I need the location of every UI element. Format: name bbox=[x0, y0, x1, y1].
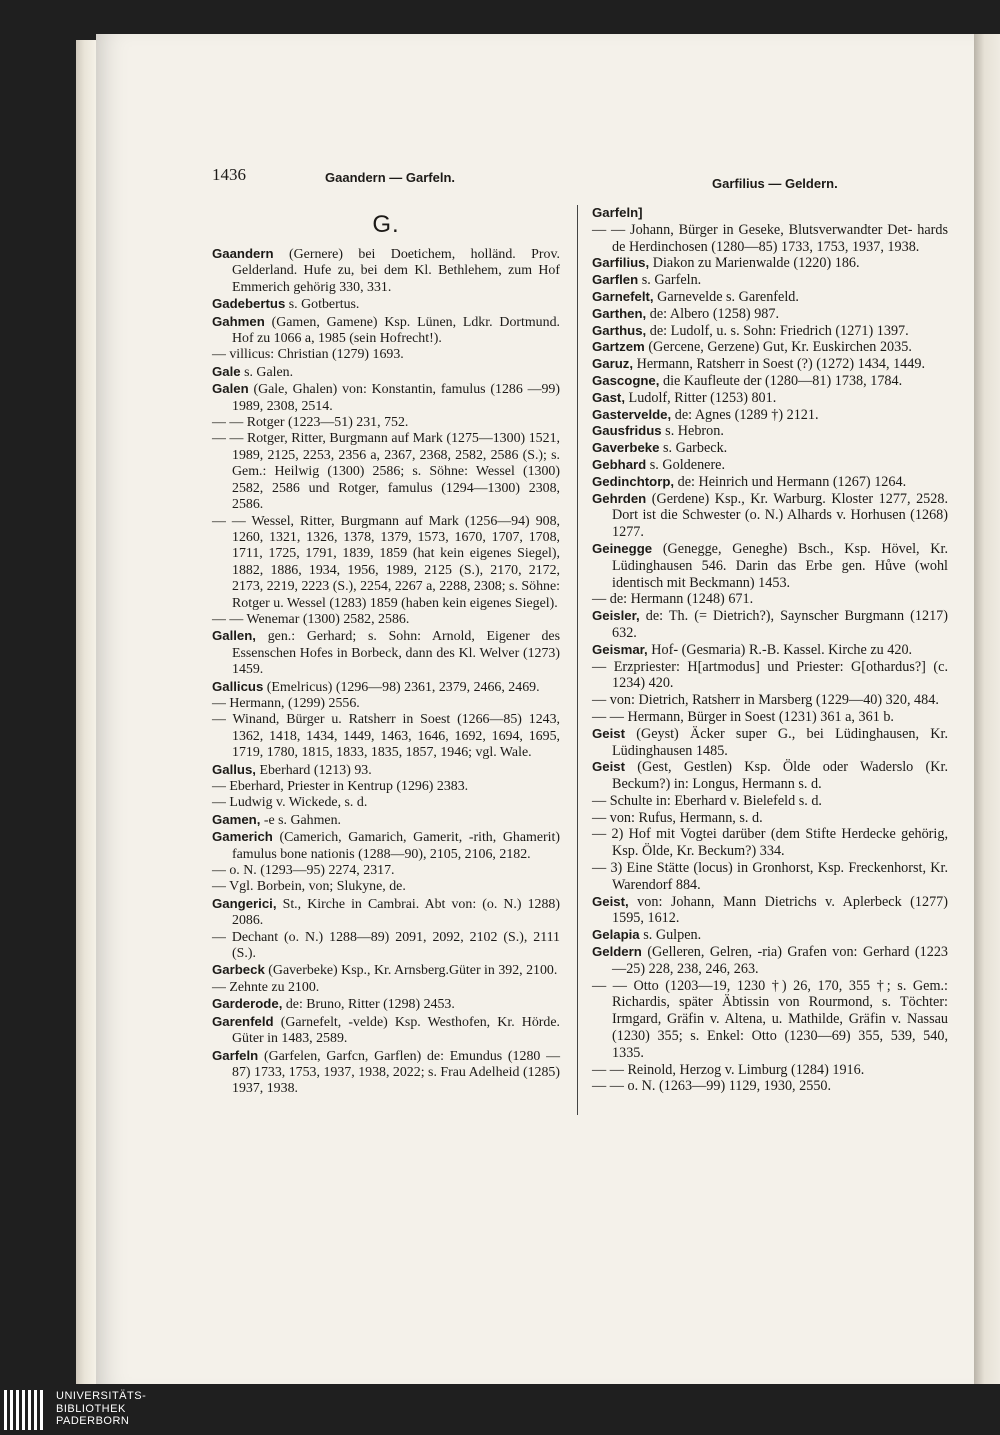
entry-headword: Gaverbeke bbox=[592, 440, 660, 456]
entry-text: (Genegge, Geneghe) Bsch., Ksp. Hövel, Kr. Lüdinghausen 546. Darin das Erbe gen. Hůve (wohl identisch mit Beckmann) 1453. bbox=[612, 540, 949, 591]
index-entry bbox=[592, 491, 948, 541]
index-entry bbox=[592, 222, 948, 256]
logo-bar bbox=[4, 1390, 7, 1430]
logo-bar bbox=[28, 1390, 31, 1430]
entry-text: Hermann, Ratsherr in Soest (?) (1272) 1434, 1449. bbox=[636, 356, 926, 373]
entry-text: — Eberhard, Priester in Kentrup (1296) 2383. bbox=[212, 779, 469, 794]
entry-text: — — Rotger (1223—51) 231, 752. bbox=[212, 415, 409, 431]
index-entry bbox=[592, 810, 948, 827]
index-entry bbox=[592, 272, 948, 289]
index-entry bbox=[592, 423, 948, 440]
entry-headword: Gartzem bbox=[592, 339, 645, 355]
entry-text: — Vgl. Borbein, von; Slukyne, de. bbox=[212, 879, 406, 895]
left-column bbox=[212, 210, 560, 1098]
index-entry bbox=[592, 440, 948, 457]
index-entry bbox=[212, 246, 560, 296]
library-logo-icon bbox=[4, 1390, 48, 1430]
entry-text: de: Ludolf, u. s. Sohn: Friedrich (1271) 1397. bbox=[649, 322, 909, 339]
entry-headword: Garenfeld bbox=[212, 1013, 274, 1029]
entry-text: — — Johann, Bürger in Geseke, Blutsverwandter Det- hards de Herdinchosen (1280—85) 1733, 1753, 1937, 1938. bbox=[592, 221, 948, 255]
entry-text: s. Galen. bbox=[244, 364, 294, 380]
entry-headword: Geist, bbox=[592, 893, 629, 909]
left-running-head: Gaandern — Garfeln. bbox=[325, 170, 456, 185]
entry-text: gen.: Gerhard; s. Sohn: Arnold, Eigener des Essenschen Hofes in Borbeck, dann des Kl. Welver (1273) 1459. bbox=[232, 629, 560, 678]
right-running-head: Garfilius — Geldern. bbox=[712, 176, 838, 191]
entry-headword: Geist bbox=[592, 725, 625, 741]
entry-text: — — Rotger, Ritter, Burgmann auf Mark (1275—1300) 1521, 1989, 2125, 2253, 2356 a, 2367, 2368, 2582, 2586 (S.); s. Gem.: Heilwig (1300) 2586; s. Söhne: Wessel (1300) 2582, 2586 und Rotger, famulus (1294—1300) 2308, 2586. bbox=[212, 431, 560, 513]
entry-headword: Garflen bbox=[592, 272, 639, 288]
index-entry bbox=[592, 927, 948, 944]
index-entry bbox=[212, 795, 560, 811]
entry-text: de: Th. (= Dietrich?), Saynscher Burgmann (1217) 632. bbox=[612, 608, 948, 641]
index-entry bbox=[592, 591, 948, 608]
entry-text: s. Gulpen. bbox=[643, 927, 702, 944]
index-entry bbox=[212, 712, 560, 761]
entry-text: Ludolf, Ritter (1253) 801. bbox=[628, 389, 777, 406]
index-entry bbox=[592, 608, 948, 642]
entry-text: — o. N. (1293—95) 2274, 2317. bbox=[212, 863, 395, 879]
logo-bar bbox=[34, 1390, 37, 1430]
section-letter: G. bbox=[372, 211, 400, 238]
index-entry bbox=[212, 779, 560, 795]
entry-headword: Gaandern bbox=[212, 246, 274, 261]
index-entry bbox=[592, 407, 948, 424]
next-page-edge bbox=[974, 34, 1000, 1390]
entry-text: (Gerdene) Ksp., Kr. Warburg. Kloster 1277, 2528. Dort ist die Schwester (o. N.) Alhards v. Horhusen (1268) 1277. bbox=[612, 490, 948, 541]
entry-text: (Emelricus) (1296—98) 2361, 2379, 2466, 2469. bbox=[266, 679, 540, 695]
index-entry bbox=[212, 296, 560, 313]
index-entry bbox=[592, 642, 948, 659]
entry-headword: Geinegge bbox=[592, 540, 653, 556]
index-entry bbox=[592, 1078, 948, 1095]
logo-bar bbox=[40, 1390, 43, 1430]
entry-text: (Camerich, Gamarich, Gamerit, -rith, Ghamerit) famulus bone nationis (1288—90), 2105, 2106, 2182. bbox=[232, 830, 560, 862]
index-entry bbox=[212, 762, 560, 779]
index-entry bbox=[592, 944, 948, 978]
right-entry-list bbox=[592, 205, 948, 1095]
entry-text: (Gamen, Gamene) Ksp. Lünen, Ldkr. Dortmund. Hof zu 1066 a, 1985 (sein Hofrecht!). bbox=[232, 314, 560, 347]
entry-text: s. Garbeck. bbox=[663, 440, 728, 457]
entry-text: — von: Dietrich, Ratsherr in Marsberg (1229—40) 320, 484. bbox=[592, 692, 939, 709]
index-entry bbox=[592, 373, 948, 390]
entry-headword: Gallus, bbox=[212, 761, 256, 777]
entry-text: s. Garfeln. bbox=[641, 272, 702, 289]
index-entry bbox=[592, 726, 948, 760]
entry-text: — — Hermann, Bürger in Soest (1231) 361 a, 361 b. bbox=[592, 708, 894, 725]
index-entry bbox=[212, 812, 560, 829]
entry-text: — — Wenemar (1300) 2582, 2586. bbox=[212, 611, 410, 627]
entry-text: s. Gotbertus. bbox=[288, 297, 360, 313]
entry-text: — 2) Hof mit Vogtei darüber (dem Stifte Herdecke gehörig, Ksp. Ölde, Kr. Beckum?) 334. bbox=[592, 826, 948, 860]
entry-text: de: Albero (1258) 987. bbox=[649, 305, 780, 322]
index-entry bbox=[212, 829, 560, 863]
index-entry bbox=[592, 692, 948, 709]
entry-text: (Gaverbeke) Ksp., Kr. Arnsberg.Güter in 392, 2100. bbox=[268, 963, 558, 979]
column-divider bbox=[577, 205, 578, 1115]
index-entry bbox=[212, 364, 560, 381]
entry-text: Eberhard (1213) 93. bbox=[259, 762, 372, 778]
entry-headword: Gallicus bbox=[212, 678, 264, 694]
index-entry bbox=[212, 612, 560, 628]
entry-text: — Ludwig v. Wickede, s. d. bbox=[212, 795, 368, 811]
entry-headword: Gamerich bbox=[212, 829, 273, 845]
entry-text: — — Reinold, Herzog v. Limburg (1284) 1916. bbox=[592, 1061, 865, 1078]
index-entry bbox=[592, 390, 948, 407]
entry-text: (Geyst) Äcker super G., bei Lüdinghausen, Kr. Lüdinghausen 1485. bbox=[612, 725, 948, 759]
entry-headword: Geldern bbox=[592, 944, 642, 960]
index-entry bbox=[592, 759, 948, 793]
entry-headword: Garthen, bbox=[592, 305, 647, 321]
entry-headword: Gastervelde, bbox=[592, 406, 672, 422]
index-entry bbox=[212, 679, 560, 696]
entry-headword: Galen bbox=[212, 381, 249, 397]
entry-text: — — Otto (1203—19, 1230 †) 26, 170, 355 †; s. Gem.: Richardis, später Äbtissin von Rourmond, s. Töchter: Irmgard, Gräfin v. Altena, u. Mathilde, Gräfin v. Nassau (1230) 355; s. Enkel: Otto (1230—69) 355, 539, 540, 1335. bbox=[592, 977, 948, 1061]
index-entry bbox=[212, 314, 560, 348]
entry-headword: Garuz, bbox=[592, 356, 634, 372]
entry-text: — Dechant (o. N.) 1288—89) 2091, 2092, 2102 (S.), 2111 (S.). bbox=[212, 929, 560, 962]
index-entry bbox=[212, 347, 560, 363]
index-entry bbox=[212, 696, 560, 712]
logo-line: PADERBORN bbox=[56, 1415, 130, 1427]
entry-text: -e s. Gahmen. bbox=[263, 812, 342, 828]
entry-headword: Garfeln] bbox=[592, 205, 643, 220]
entry-text: de: Heinrich und Hermann (1267) 1264. bbox=[677, 473, 907, 490]
entry-text: — Zehnte zu 2100. bbox=[212, 979, 320, 995]
logo-bar bbox=[22, 1390, 25, 1430]
entry-text: s. Goldenere. bbox=[649, 456, 726, 473]
index-entry bbox=[212, 381, 560, 415]
index-entry bbox=[592, 793, 948, 810]
entry-headword: Gallen, bbox=[212, 628, 256, 644]
entry-headword: Gelapia bbox=[592, 927, 640, 943]
index-entry bbox=[212, 879, 560, 895]
entry-text: de: Bruno, Ritter (1298) 2453. bbox=[285, 997, 455, 1013]
entry-text: (Gernere) bei Doetichem, holländ. Prov. Gelderland. Hufe zu, bei dem Kl. Bethlehem, zum Hof Emmerich gehörig 330, 331. bbox=[232, 247, 560, 295]
index-entry bbox=[592, 339, 948, 356]
index-entry bbox=[592, 541, 948, 591]
entry-text: — villicus: Christian (1279) 1693. bbox=[212, 347, 404, 363]
entry-headword: Gadebertus bbox=[212, 296, 286, 312]
index-entry bbox=[212, 962, 560, 979]
index-entry bbox=[592, 356, 948, 373]
entry-text: — — Wessel, Ritter, Burgmann auf Mark (1256—94) 908, 1260, 1321, 1326, 1378, 1379, 1573, 1670, 1707, 1708, 1711, 1725, 1791, 1839, 1859 (hat kein eigenes Siegel), 1882, 1886, 1934, 1956, 1989, 2125 (S.), 2170, 2172, 2173, 2219, 2223 (S.), 2254, 2267 a, 2288, 2308; s. Söhne: Rotger u. Wessel (1283) 1859 (haben kein eigenes Siegel). bbox=[212, 513, 560, 611]
entry-headword: Garfeln bbox=[212, 1047, 259, 1063]
entry-text: (Garfelen, Garfcn, Garflen) de: Emundus (1280 —87) 1733, 1753, 1937, 1938, 2022; s. Frau Adelheid (1285) 1937, 1938. bbox=[232, 1048, 560, 1097]
logo-bar bbox=[16, 1390, 19, 1430]
library-footer bbox=[0, 1384, 1000, 1435]
index-entry bbox=[592, 860, 948, 894]
entry-headword: Gahmen bbox=[212, 313, 265, 329]
right-column bbox=[592, 205, 948, 1095]
entry-text: Hof- (Gesmaria) R.-B. Kassel. Kirche zu 420. bbox=[651, 641, 913, 658]
entry-text: (Gest, Gestlen) Ksp. Ölde oder Waderslo (Kr. Beckum?) in: Longus, Hermann s. d. bbox=[612, 759, 948, 793]
entry-headword: Gedinchtorp, bbox=[592, 473, 675, 489]
entry-headword: Garfilius, bbox=[592, 255, 650, 271]
index-entry bbox=[212, 514, 560, 612]
entry-headword: Garnefelt, bbox=[592, 288, 654, 304]
index-entry bbox=[592, 323, 948, 340]
logo-line: BIBLIOTHEK bbox=[56, 1402, 126, 1415]
entry-text: Garnevelde s. Garenfeld. bbox=[657, 288, 799, 305]
index-entry bbox=[212, 996, 560, 1013]
entry-text: — Schulte in: Eberhard v. Bielefeld s. d. bbox=[592, 792, 822, 809]
index-entry bbox=[212, 930, 560, 963]
library-logo-text bbox=[56, 1390, 146, 1428]
index-entry bbox=[592, 205, 948, 222]
entry-text: die Kaufleute der (1280—81) 1738, 1784. bbox=[662, 372, 903, 389]
entry-text: St., Kirche in Cambrai. Abt von: (o. N.) 1288) 2086. bbox=[232, 896, 560, 929]
left-entry-list bbox=[212, 246, 560, 1098]
index-entry bbox=[212, 1014, 560, 1048]
logo-bar bbox=[10, 1390, 13, 1430]
page-number: 1436 bbox=[212, 165, 246, 184]
index-entry bbox=[212, 863, 560, 879]
entry-text: (Gelleren, Gelren, -ria) Grafen von: Gerhard (1223—25) 228, 238, 246, 263. bbox=[612, 944, 949, 977]
entry-text: — — o. N. (1263—99) 1129, 1930, 2550. bbox=[592, 1078, 832, 1095]
index-entry bbox=[212, 628, 560, 678]
index-entry bbox=[212, 896, 560, 930]
index-entry bbox=[592, 457, 948, 474]
entry-text: — de: Hermann (1248) 671. bbox=[592, 591, 754, 608]
entry-headword: Gast, bbox=[592, 389, 625, 405]
entry-headword: Gamen, bbox=[212, 811, 261, 827]
entry-headword: Garderode, bbox=[212, 996, 283, 1012]
entry-headword: Gale bbox=[212, 363, 241, 379]
entry-headword: Geist bbox=[592, 759, 625, 775]
index-entry bbox=[592, 255, 948, 272]
index-entry bbox=[592, 894, 948, 928]
index-entry bbox=[592, 474, 948, 491]
entry-headword: Gangerici, bbox=[212, 895, 277, 911]
entry-headword: Garbeck bbox=[212, 962, 265, 978]
entry-text: (Gercene, Gerzene) Gut, Kr. Euskirchen 2035. bbox=[648, 339, 912, 356]
entry-text: s. Hebron. bbox=[665, 423, 724, 440]
entry-headword: Garthus, bbox=[592, 322, 647, 338]
entry-headword: Gascogne, bbox=[592, 372, 660, 388]
index-entry bbox=[212, 431, 560, 513]
index-entry bbox=[212, 415, 560, 431]
entry-headword: Geismar, bbox=[592, 641, 648, 657]
entry-text: von: Johann, Mann Dietrichs v. Aplerbeck (1277) 1595, 1612. bbox=[612, 893, 949, 927]
index-entry bbox=[592, 1062, 948, 1079]
entry-text: (Garnefelt, -velde) Ksp. Westhofen, Kr. Hörde. Güter in 1483, 2589. bbox=[232, 1014, 560, 1047]
logo-line: UNIVERSITÄTS- bbox=[56, 1390, 147, 1402]
entry-headword: Geisler, bbox=[592, 608, 640, 624]
entry-text: — Hermann, (1299) 2556. bbox=[212, 695, 360, 711]
index-entry bbox=[592, 306, 948, 323]
entry-text: Diakon zu Marienwalde (1220) 186. bbox=[652, 255, 860, 272]
index-entry bbox=[592, 709, 948, 726]
index-entry bbox=[592, 289, 948, 306]
index-entry bbox=[212, 980, 560, 996]
index-entry bbox=[592, 826, 948, 860]
entry-text: de: Agnes (1289 †) 2121. bbox=[674, 406, 819, 423]
entry-headword: Gebhard bbox=[592, 456, 647, 472]
entry-text: — Winand, Bürger u. Ratsherr in Soest (1266—85) 1243, 1362, 1418, 1434, 1449, 1463, 1646, 1692, 1694, 1695, 1719, 1780, 1815, 1833, 1835, 1857, 1946; vgl. Wale. bbox=[212, 712, 560, 761]
index-entry bbox=[592, 978, 948, 1062]
entry-text: — 3) Eine Stätte (locus) in Gronhorst, Ksp. Freckenhorst, Kr. Warendorf 884. bbox=[592, 860, 948, 893]
entry-headword: Gehrden bbox=[592, 490, 647, 506]
entry-headword: Gausfridus bbox=[592, 423, 662, 439]
entry-text: (Gale, Ghalen) von: Konstantin, famulus (1286 —99) 1989, 2308, 2514. bbox=[232, 382, 560, 414]
entry-text: — Erzpriester: H[artmodus] und Priester: G[othardus?] (c. 1234) 420. bbox=[592, 658, 948, 692]
entry-text: — von: Rufus, Hermann, s. d. bbox=[592, 809, 763, 826]
index-entry bbox=[592, 659, 948, 693]
index-entry bbox=[212, 1048, 560, 1098]
